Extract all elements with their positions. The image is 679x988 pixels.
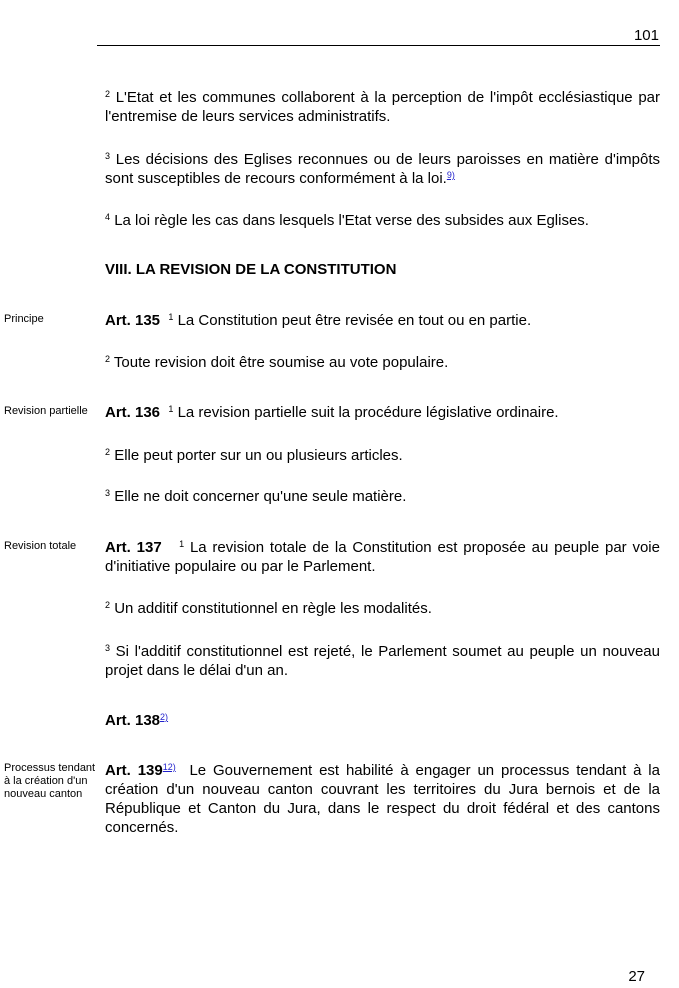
alinea-number: 4 [105,212,111,222]
paragraph-text: L'Etat et les communes collaborent à la perception de l'impôt ecclésiastique par l'entremise de leurs services administratifs. [105,89,660,125]
alinea-number: 3 [105,643,111,653]
paragraph-subsidies [105,211,660,230]
alinea-number: 1 [168,404,174,414]
alinea-number: 3 [105,151,111,161]
article-136-alinea-1 [105,403,660,422]
margin-note-principe: Principe [4,313,44,325]
paragraph-text: Toute revision doit être soumise au vote populaire. [113,354,449,371]
footnote-link[interactable]: 12) [162,762,176,772]
paragraph-text: Le Gouvernement est habilité à engager un processus tendant à la création d'un nouveau canton couvrant les territoires du Jura bernois et de la République et Canton du Jura, dans le respect du droit fédéral et des cantons concernés. [105,762,660,836]
paragraph-text: La loi règle les cas dans lesquels l'Etat verse des subsides aux Eglises. [114,212,589,229]
alinea-number: 2 [105,600,111,610]
paragraph-church-decisions [105,150,660,188]
paragraph-text: Les décisions des Eglises reconnues ou de leurs paroisses en matière d'impôts sont susceptibles de recours conformément à la loi. [105,151,660,187]
paragraph-church-tax-collection [105,88,660,126]
alinea-number: 2 [105,354,111,364]
paragraph-text: La Constitution peut être revisée en tout ou en partie. [177,312,532,329]
alinea-number: 1 [168,312,174,322]
margin-note-nouveau-canton: Processus tendant à la création d'un nouveau canton [4,762,96,800]
article-label: Art. 139 [105,762,163,779]
article-label: Art. 136 [105,404,161,421]
paragraph-text: La revision totale de la Constitution est proposée au peuple par voie d'initiative populaire ou par le Parlement. [105,539,660,575]
paragraph-text: Elle peut porter sur un ou plusieurs articles. [114,447,403,464]
paragraph-text: La revision partielle suit la procédure législative ordinaire. [177,404,559,421]
article-137-alinea-3 [105,642,660,680]
running-page-number: 101 [633,27,659,44]
alinea-number: 1 [179,539,185,549]
section-heading: VIII. LA REVISION DE LA CONSTITUTION [105,261,397,278]
alinea-number: 2 [105,89,111,99]
alinea-number: 2 [105,447,111,457]
footnote-link[interactable]: 9) [446,170,455,180]
header-rule [97,45,660,46]
margin-note-revision-totale: Revision totale [4,540,77,552]
alinea-number: 3 [105,488,111,498]
margin-note-revision-partielle: Revision partielle [4,405,88,417]
article-135-alinea-1 [105,311,660,330]
article-label: Art. 137 [105,539,162,556]
article-139 [105,761,660,837]
article-137-alinea-2 [105,599,660,618]
article-label: Art. 135 [105,312,161,329]
article-136-alinea-2 [105,446,660,465]
paragraph-text: Elle ne doit concerner qu'une seule matière. [114,488,407,505]
paragraph-text: Un additif constitutionnel en règle les modalités. [114,600,432,617]
article-label: Art. 138 [105,712,161,729]
paragraph-text: Si l'additif constitutionnel est rejeté, le Parlement soumet au peuple un nouveau projet dans le délai d'un an. [105,643,660,679]
page-number: 27 [628,968,645,985]
article-136-alinea-3 [105,487,660,506]
footnote-link[interactable]: 2) [160,712,169,722]
article-137-alinea-1 [105,538,660,576]
article-138 [105,711,660,730]
article-135-alinea-2 [105,353,660,372]
